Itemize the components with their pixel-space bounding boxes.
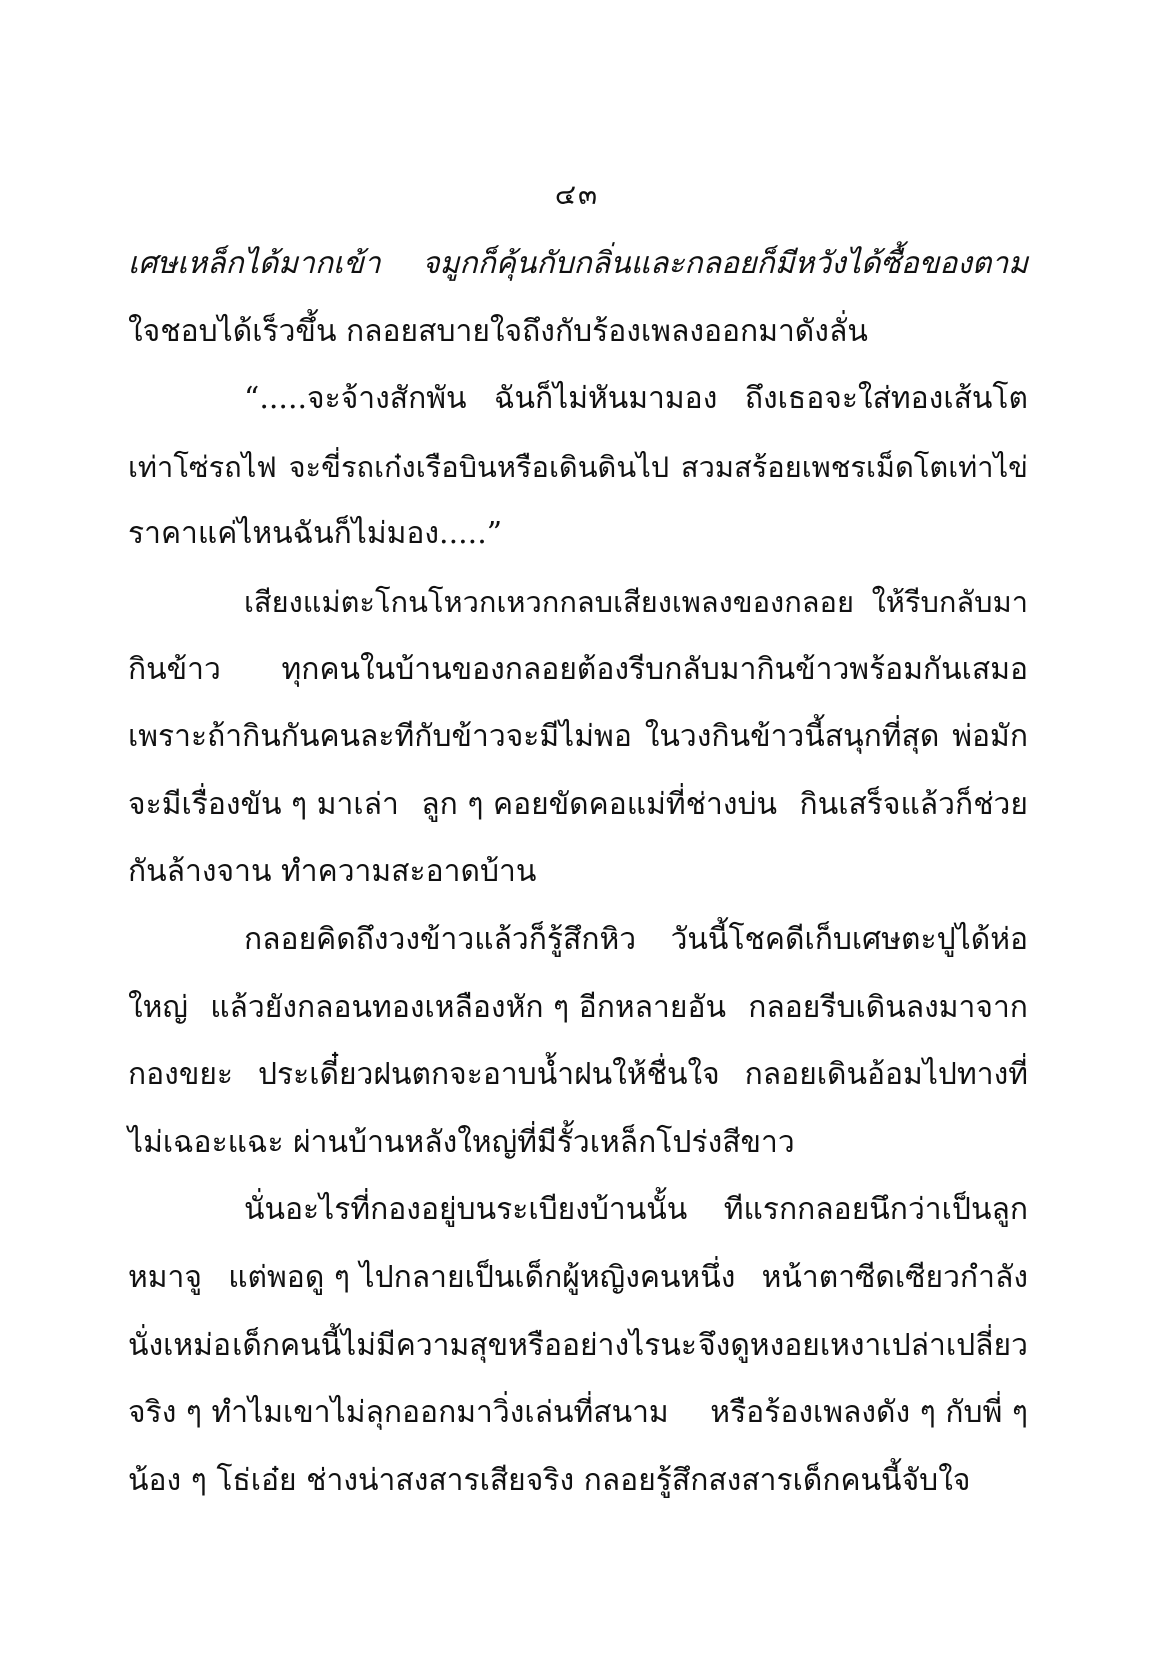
text-line — [128, 717, 1028, 785]
text-line — [128, 1055, 1028, 1123]
text-line — [128, 1393, 1028, 1461]
text-segment: จะมีเรื่องขัน ๆ มาเล่า — [128, 786, 399, 822]
text-segment: ทีแรกกลอยนึกว่าเป็นลูก — [723, 1192, 1028, 1228]
text-segment: กันล้างจาน ทำความสะอาดบ้าน — [128, 854, 537, 890]
text-segment: สวมสร้อยเพชรเม็ดโตเท่าไข่ — [680, 449, 1028, 484]
text-segment: แล้วยังกลอนทองเหลืองหัก ๆ อีกหลายอัน — [210, 989, 726, 1025]
text-segment: ให้รีบกลับมา — [871, 584, 1028, 619]
text-segment: ทุกคนในบ้านของกลอยต้องรีบกลับมากินข้าวพร้อมกันเสมอ — [281, 651, 1028, 687]
text-segment: หรือร้องเพลงดัง ๆ กับพี่ ๆ — [710, 1395, 1028, 1431]
text-segment: แต่พอดู ๆ ไปกลายเป็นเด็กผู้หญิงคนหนึ่ง — [228, 1259, 736, 1295]
text-segment: เศษเหล็กได้มากเข้า — [128, 246, 381, 281]
text-segment: เด็กคนนี้ไม่มีความสุขหรืออย่างไรนะ — [232, 1327, 697, 1363]
text-line — [128, 1190, 1028, 1258]
text-segment: ฉันก็ไม่หันมามอง — [494, 381, 718, 417]
text-line — [128, 1326, 1028, 1394]
text-line — [128, 447, 1028, 515]
text-segment: ลูก ๆ คอยขัดคอแม่ที่ช่างบ่น — [421, 786, 778, 822]
text-segment: จะขี่รถเก๋งเรือบินหรือเดินดินไป — [288, 449, 670, 484]
text-line — [128, 1461, 1028, 1529]
text-segment: นั่นอะไรที่กองอยู่บนระเบียงบ้านนั้น — [244, 1192, 688, 1228]
text-segment: พ่อมัก — [952, 719, 1028, 755]
text-segment: จริง ๆ ทำไมเขาไม่ลุกออกมาวิ่งเล่นที่สนาม — [128, 1395, 669, 1431]
text-line — [128, 920, 1028, 988]
text-segment: เสียงแม่ตะโกนโหวกเหวกกลบเสียงเพลงของกลอย — [244, 584, 854, 619]
text-segment: ใจชอบได้เร็วขึ้น กลอยสบายใจถึงกับร้องเพลงออกมาดังลั่น — [128, 313, 868, 349]
text-line — [128, 1258, 1028, 1326]
text-segment: กินข้าว — [128, 651, 221, 687]
text-line — [128, 582, 1028, 650]
text-segment: ถึงเธอจะใส่ทองเส้นโต — [744, 381, 1028, 417]
text-segment: เท่าโซ่รถไฟ — [128, 449, 277, 484]
text-segment: กินเสร็จแล้วก็ช่วย — [799, 786, 1028, 822]
text-line — [128, 785, 1028, 853]
text-line — [128, 1123, 1028, 1191]
text-segment: ไม่เฉอะแฉะ ผ่านบ้านหลังใหญ่ที่มีรั้วเหล็กโปร่งสีขาว — [128, 1124, 795, 1160]
text-line — [128, 244, 1028, 312]
text-segment: ใหญ่ — [128, 989, 188, 1025]
text-segment: จึงดูหงอยเหงาเปล่าเปลี่ยว — [698, 1327, 1028, 1363]
text-line — [128, 379, 1028, 447]
text-line — [128, 988, 1028, 1056]
text-segment: วันนี้โชคดีเก็บเศษตะปูได้ห่อ — [670, 921, 1028, 957]
text-segment: หมาจู — [128, 1259, 202, 1295]
text-segment: น้อง ๆ โธ่เอ๋ย ช่างน่าสงสารเสียจริง กลอยรู้สึกสงสารเด็กคนนี้จับใจ — [128, 1462, 971, 1498]
text-segment: ประเดี๋ยวฝนตกจะอาบน้ำฝนให้ชื่นใจ — [257, 1057, 720, 1093]
page-number: ๔๓ — [554, 178, 600, 211]
text-line — [128, 312, 1028, 380]
text-segment: นั่งเหม่อ — [128, 1327, 231, 1363]
text-segment: กลอยเดินอ้อมไปทางที่ — [744, 1057, 1028, 1093]
story-text — [128, 244, 1028, 1528]
text-line — [128, 852, 1028, 920]
text-segment: กลอยรีบเดินลงมาจาก — [748, 989, 1028, 1025]
text-segment: กองขยะ — [128, 1057, 234, 1093]
text-line — [128, 514, 1028, 582]
text-segment: “.....จะจ้างสักพัน — [244, 381, 467, 417]
text-segment: จมูกก็คุ้นกับกลิ่นและกลอยก็มีหวังได้ซื้อของตาม — [422, 246, 1028, 281]
text-line — [128, 650, 1028, 718]
text-segment: หน้าตาซีดเซียวกำลัง — [761, 1259, 1028, 1295]
text-segment: กลอยคิดถึงวงข้าวแล้วก็รู้สึกหิว — [244, 921, 637, 957]
text-segment: เพราะถ้ากินกันคนละทีกับข้าวจะมีไม่พอ — [128, 719, 632, 755]
text-segment: ราคาแค่ไหนฉันก็ไม่มอง.....” — [128, 516, 503, 552]
text-segment: ในวงกินข้าวนี้สนุกที่สุด — [644, 719, 940, 755]
